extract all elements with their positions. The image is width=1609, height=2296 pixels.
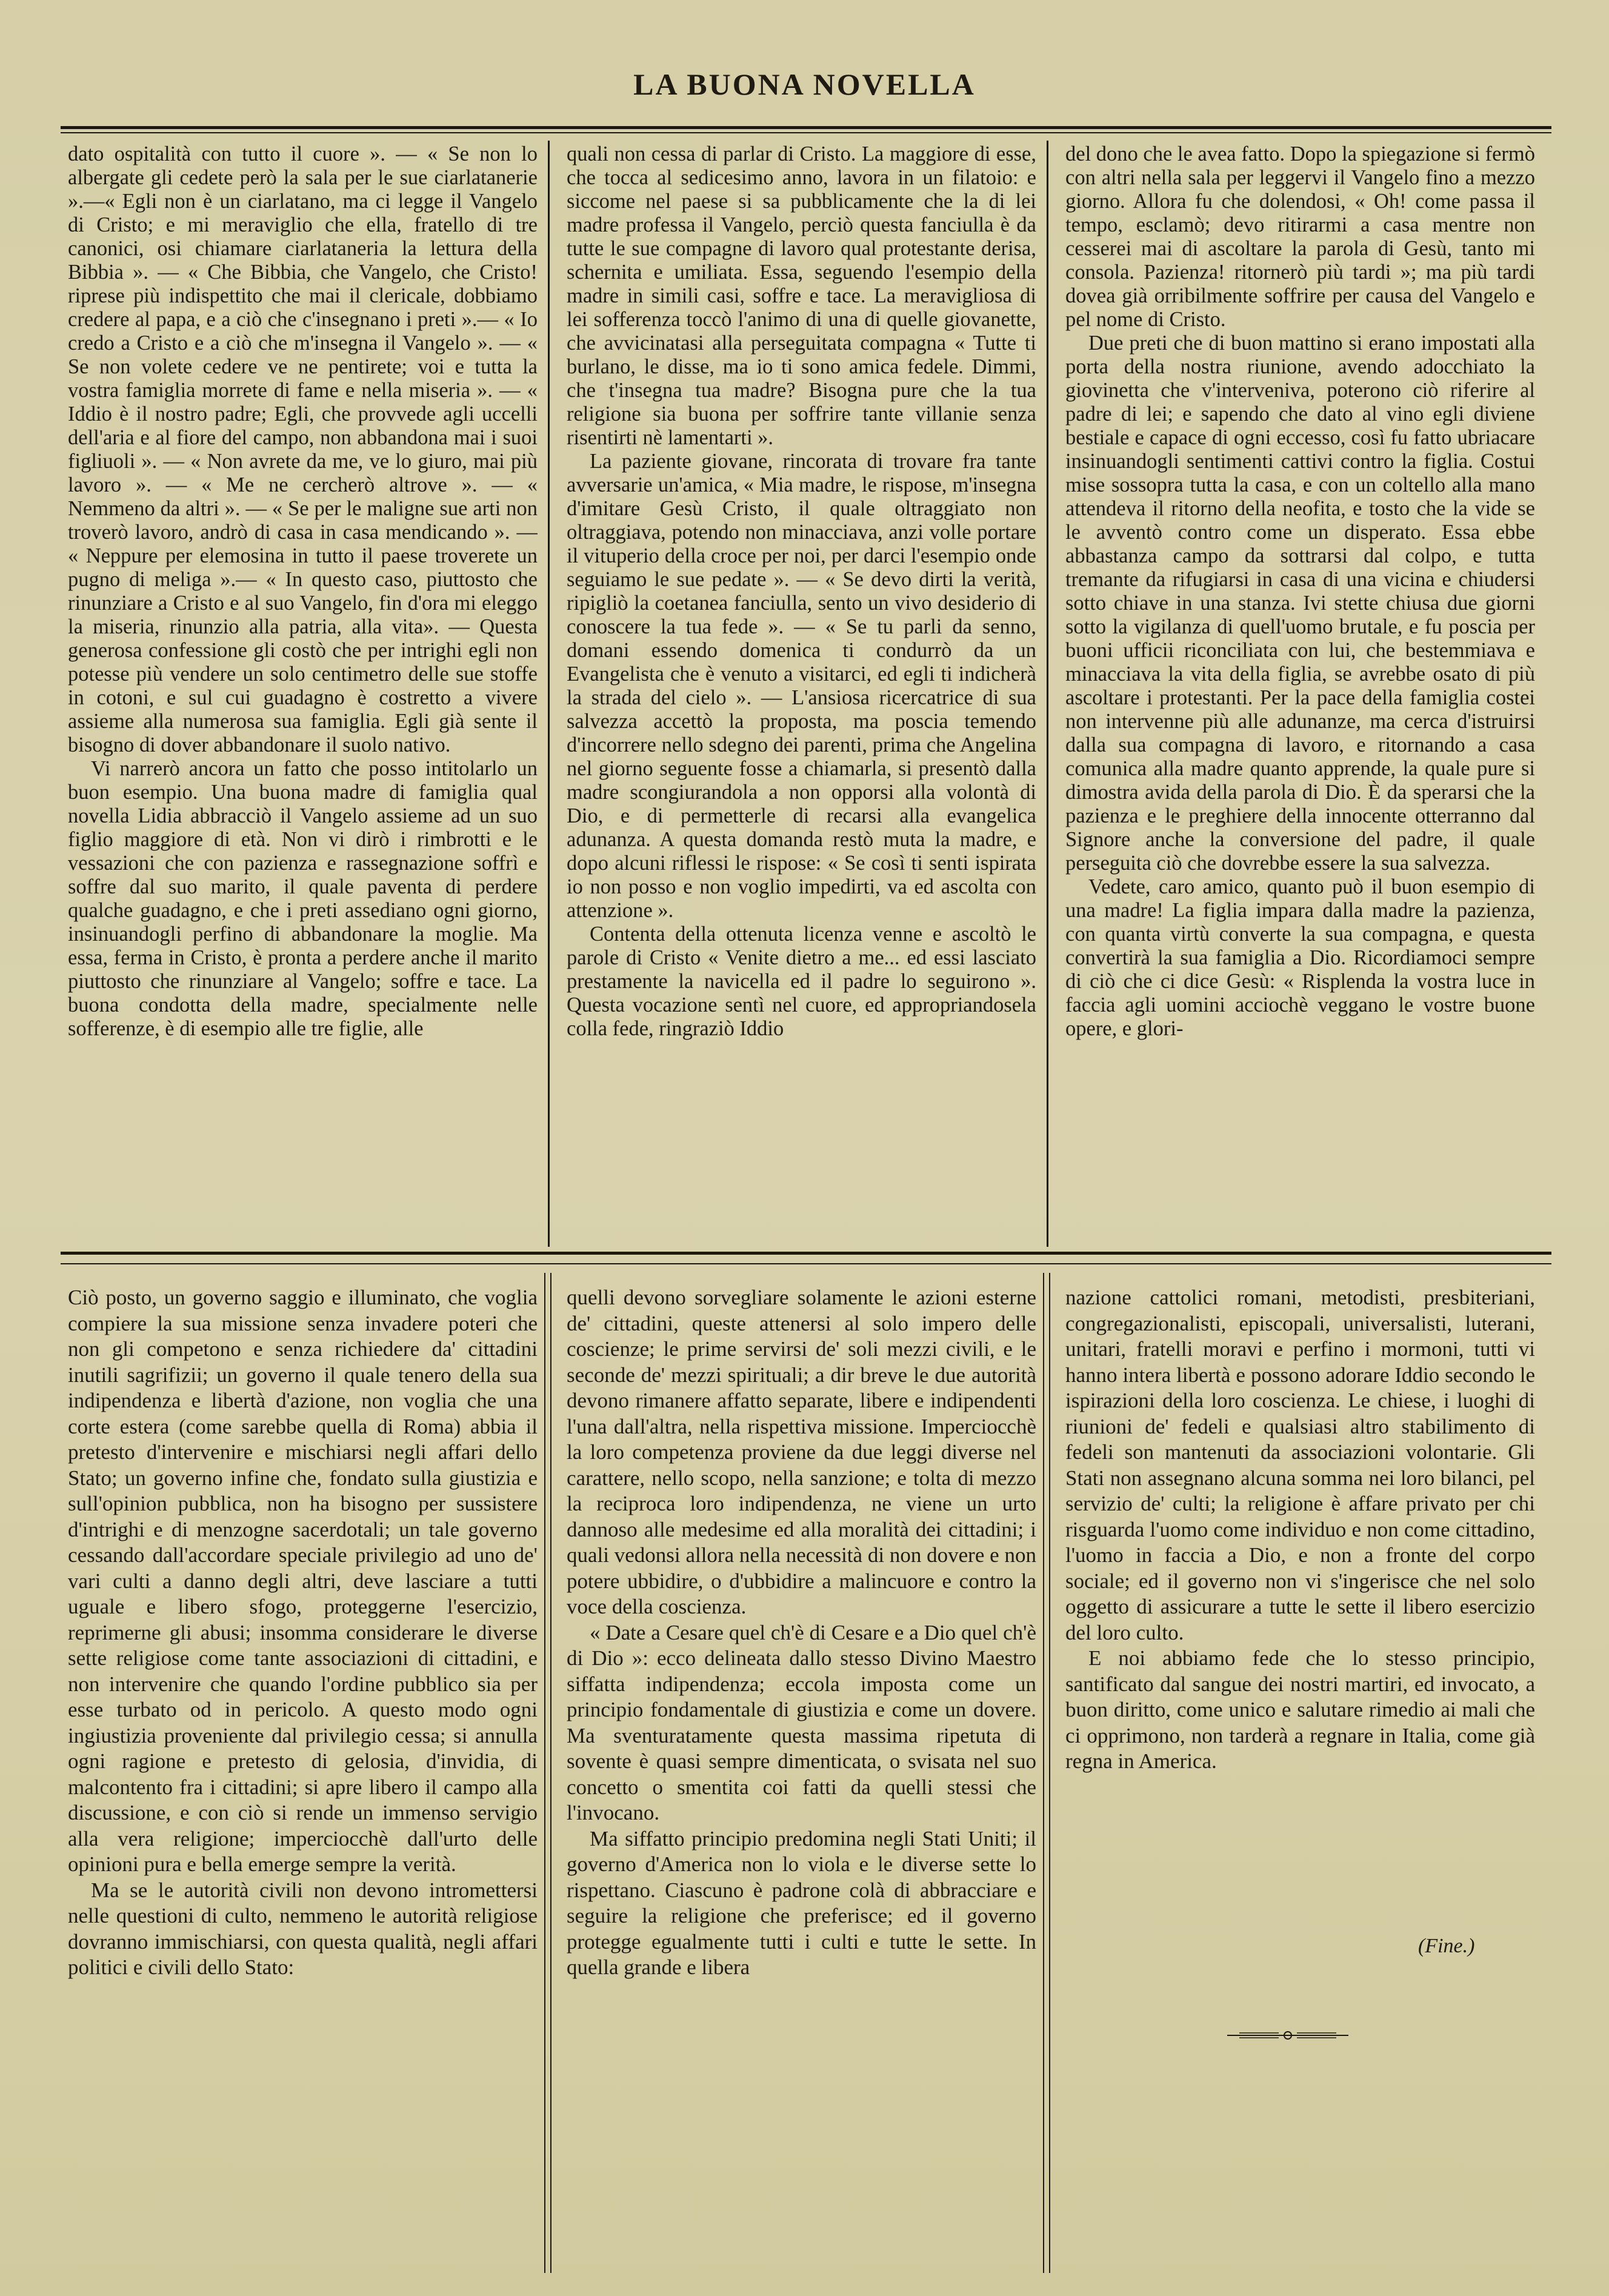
paragraph: nazione cattolici romani, metodisti, presbiteriani, congregazionalisti, episcopali, universalisti, luterani, unitari, fratelli moravi e perfino i mormoni, tutti vi hanno intera libertà e possono adorare Iddio secondo le ispirazioni della loro coscienza. Le chiese, i luoghi di riunioni de' fedeli e qualsiasi altro stabilimento di fedeli son mantenuti da associazioni volontarie. Gli Stati non assegnano alcuna somma nei loro bilanci, pel servizio de' culti; la religione è affare privato per chi risguarda l'uomo come individuo e non come cittadino, l'uomo in faccia a Dio, e non a fronte del corpo sociale; ed il governo non vi s'ingerisce che nel solo oggetto di assicurare a tutte le sette il libero esercizio del loro culto. bbox=[1065, 1286, 1535, 1644]
paragraph: dato ospitalità con tutto il cuore ». — « Se non lo albergate gli cedete però la sala per le sue ciarlatanerie ».—« Egli non è un ciarlatano, ma ci legge il Vangelo di Cristo; e mi meraviglio che ella, fratello di tre canonici, osi chiamare ciarlataneria la lettura della Bibbia ». — « Che Bibbia, che Vangelo, che Cristo! riprese più indispettito che mai il clericale, dobbiamo credere al papa, e a ciò che c'insegnano i preti ».— « Io credo a Cristo e a ciò che m'insegna il Vangelo ». — « Se non volete cedere ve ne pentirete; voi e tutta la vostra famiglia morrete di fame e nella miseria ». — « Iddio è il nostro padre; Egli, che provvede agli uccelli dell'aria e al fiore del campo, non abbandona mai i suoi figliuoli ». — « Non avrete da me, ve lo giuro, mai più lavoro ». — « Me ne cercherò altrove ». — « Nemmeno da altri ». — « Se per le maligne sue arti non troverò lavoro, andrò di casa in casa mendicando ». — « Neppure per elemosina in tutto il paese troverete un pugno di meliga ».— « In questo caso, piuttosto che rinunziare a Cristo e al suo Vangelo, fin d'ora mi eleggo la miseria, rinunzio alla patria, alla vita». — Questa generosa confessione gli costò che per intrighi egli non potesse più vendere un solo centimetro delle sue stoffe in cotoni, e sul cui guadagno è costretto a vivere assieme alla numerosa sua famiglia. Egli già sente il bisogno di dover abbandonare il suolo nativo. bbox=[68, 142, 538, 756]
paragraph: quali non cessa di parlar di Cristo. La maggiore di esse, che tocca al sedicesimo anno, lavora in un filatoio: e siccome nel paese si sa pubblicamente che la di lei madre professa il Vangelo, perciò questa fanciulla è da tutte le sue compagne di lavoro qual protestante derisa, schernita e umiliata. Essa, seguendo l'esempio della madre in simili casi, soffre e tace. La meravigliosa di lei sofferenza toccò l'animo di una di quelle giovanette, che avvicinatasi alla perseguitata compagna « Tutte ti burlano, le disse, ma io ti sono amica fedele. Dimmi, che t'insegna tua madre? Bisogna pure che la tua religione sia buona per soffrire tante villanie senza risentirti nè lamentarti ». bbox=[567, 142, 1036, 449]
bottom-column-1 bbox=[68, 1285, 538, 2279]
paragraph: Ma siffatto principio predomina negli Stati Uniti; il governo d'America non lo viola e le diverse sette lo rispettano. Ciascuno è padrone colà di abbracciare e seguire la religione che preferisce; ed il governo protegge egualmente tutti i culti e tutte le sette. In quella grande e libera bbox=[567, 1826, 1036, 1979]
paragraph: Due preti che di buon mattino si erano impostati alla porta della nostra riunione, avendo adocchiato la giovinetta che v'interveniva, poterono ciò riferire al padre di lei; e sapendo che dato al vino egli diviene bestiale e capace di ogni eccesso, così fu fatto ubriacare insinuandogli sentimenti cattivi contro la figlia. Costui mise sossopra tutta la casa, e con un coltello alla mano attendeva il ritorno della neofita, e tosto che la vide se le avventò contro come un disperato. Essa ebbe abbastanza campo da sottrarsi dal colpo, e tutta tremante da rifugiarsi in casa di una vicina e chiudersi sotto chiave in una stanza. Ivi stette chiusa due giorni sotto la vigilanza di quell'uomo brutale, e fu poscia per buoni ufficii riconciliata con lui, che bestemmiava e minacciava la vita della figlia, se avrebbe osato di più ascoltare i protestanti. Per la pace della famiglia costei non intervenne più alle adunanze, ma cerca d'istruirsi dalla sua compagna di lavoro, e ritornando a casa comunica alla madre quanto apprende, la quale pure si dimostra avida della parola di Dio. È da sperarsi che la pazienza e le preghiere della innocente otterranno dal Signore anche la conversione del padre, il quale perseguita ciò che dovrebbe essere la sua salvezza. bbox=[1065, 332, 1535, 875]
top-column-2 bbox=[567, 142, 1036, 1252]
paragraph: E noi abbiamo fede che lo stesso principio, santificato dal sangue dei nostri martiri, ed invocato, a buon diritto, come unico e salutare rimedio ai mali che ci opprimono, non tarderà a regnare in Italia, come già regna in America. bbox=[1065, 1646, 1535, 1773]
paragraph: La paziente giovane, rincorata di trovare fra tante avversarie un'amica, « Mia madre, le rispose, m'insegna d'imitare Gesù Cristo, il quale oltraggiato non oltraggiava, potendo non minacciava, anzi volle portare il vituperio della croce per noi, per darci l'esempio onde seguiamo le sue pedate ». — « Se devo dirti la verità, ripigliò la coetanea fanciulla, sento un vivo desiderio di conoscere la tua fede ». — « Se tu parli da senno, domani essendo domenica ti condurrò da un Evangelista che è venuto a visitarci, ed egli ti indicherà la strada del cielo ». — L'ansiosa ricercatrice di sua salvezza accettò la proposta, ma poscia temendo d'incorrere nello sdegno dei parenti, prima che Angelina nel giorno seguente fosse a chiamarla, si presentò dalla madre scongiurandola a non opporsi alla volontà di Dio, e di permetterle di recarsi alla evangelica adunanza. A questa domanda restò muta la madre, e dopo alcuni riflessi le rispose: « Se così ti senti ispirata io non posso e non voglio impedirti, va ed ascolta con attenzione ». bbox=[567, 450, 1036, 922]
paragraph: del dono che le avea fatto. Dopo la spiegazione si fermò con altri nella sala per leggervi il Vangelo fino a mezzo giorno. Allora fu che dolendosi, « Oh! come passa il tempo, esclamò; devo ritirarmi a casa mentre non cesserei mai di ascoltare la parola di Gesù, tanto mi consola. Pazienza! ritornerò più tardi »; ma più tardi dovea già orribilmente soffrire per causa del Vangelo e pel nome di Cristo. bbox=[1065, 142, 1535, 331]
bottom-column-2 bbox=[567, 1285, 1036, 2279]
header-rule-thin bbox=[61, 132, 1551, 133]
top-column-3 bbox=[1065, 142, 1535, 1252]
fleuron-ornament bbox=[1227, 2029, 1348, 2041]
top-column-1 bbox=[68, 142, 538, 1252]
bottom-column-3 bbox=[1065, 1285, 1535, 1927]
paragraph: quelli devono sorvegliare solamente le azioni esterne de' cittadini, queste attenersi al solo impero delle coscienze; le prime servirsi de' soli mezzi civili, e le seconde de' mezzi spirituali; a dir breve le due autorità devono rimanere affatto separate, libere e indipendenti l'una dall'altra, nella rispettiva missione. Imperciocchè la loro competenza proviene da due leggi diverse nel carattere, nello scopo, nella sanzione; e tolta di mezzo la reciproca loro indipendenza, ne viene un urto dannoso alle medesime ed alla moralità dei cittadini; i quali vedonsi allora nella necessità di non dovere e non potere ubbidire, o d'ubbidire a malincuore e contro la voce della coscienza. bbox=[567, 1286, 1036, 1618]
paragraph: Vedete, caro amico, quanto può il buon esempio di una madre! La figlia impara dalla madre la pazienza, con quanta virtù converte la sua compagna, e questa convertirà la sua famiglia a Dio. Ricordiamoci sempre di ciò che ci dice Gesù: « Risplenda la vostra luce in faccia agli uomini acciochè veggano le vostre buone opere, e glori- bbox=[1065, 875, 1535, 1040]
section-separator bbox=[61, 1252, 1551, 1264]
column-rule bbox=[544, 1273, 551, 2273]
masthead: LA BUONA NOVELLA bbox=[633, 67, 976, 101]
header-rule bbox=[61, 126, 1551, 129]
end-mark: (Fine.) bbox=[1418, 1935, 1475, 1957]
paragraph: « Date a Cesare quel ch'è di Cesare e a Dio quel ch'è di Dio »: ecco delineata dallo stesso Divino Maestro siffatta indipendenza; eccola imposta come un principio fondamentale di giustizia e come un dovere. Ma sventuratamente questa massima ripetuta di sovente è quasi sempre dimenticata, o svisata nel suo concetto o smentita coi fatti da quelli stessi che l'invocano. bbox=[567, 1620, 1036, 1824]
paragraph: Contenta della ottenuta licenza venne e ascoltò le parole di Cristo « Venite dietro a me... ed essi lasciato prestamente la navicella ed il padre lo seguirono ». Questa vocazione sentì nel cuore, ed appropriandosela colla fede, ringraziò Iddio bbox=[567, 923, 1036, 1040]
paragraph: Ciò posto, un governo saggio e illuminato, che voglia compiere la sua missione senza invadere poteri che non gli competono e senza richiedere da' cittadini inutili sagrifizii; un governo il quale tenero della sua indipendenza e libertà d'azione, non voglia che una corte estera (come sarebbe quella di Roma) abbia il pretesto d'intervenire e mischiarsi negli affari dello Stato; un governo infine che, fondato sulla giustizia e sull'opinion pubblica, non ha bisogno per sussistere d'intrighi e di menzogne sacerdotali; un tale governo cessando dall'accordare speciale privilegio ad uno de' vari culti a danno degli altri, deve lasciare a tutti uguale e libero sfogo, proteggerne l'esercizio, reprimerne gli abusi; insomma considerare le diverse sette religiose come tante associazioni di cittadini, e non intervenire che quando l'ordine pubblico sia per esse turbato od in pericolo. A questo modo ogni ingiustizia proveniente dal privilegio cessa; si annulla ogni ragione e pretesto di gelosia, d'invidia, di malcontento fra i cittadini; si apre libero il campo alla discussione, e con ciò si rende un immenso servigio alla vera religione; imperciocchè dall'urto delle opinioni pura e bella emerge sempre la verità. bbox=[68, 1286, 538, 1876]
paragraph: Ma se le autorità civili non devono intromettersi nelle questioni di culto, nemmeno le autorità religiose dovranno immischiarsi, con questa qualità, negli affari politici e civili dello Stato: bbox=[68, 1878, 538, 1979]
column-rule bbox=[1047, 141, 1048, 1247]
column-rule bbox=[1043, 1273, 1050, 2273]
column-rule bbox=[548, 141, 550, 1247]
paragraph: Vi narrerò ancora un fatto che posso intitolarlo un buon esempio. Una buona madre di famiglia qual novella Lidia abbracciò il Vangelo assieme ad un suo figlio maggiore di età. Non vi dirò i rimbrotti e le vessazioni che con pazienza e rassegnazione soffrì e soffre dal suo marito, il quale paventa di perdere qualche guadagno, e che i preti assediano ogni giorno, insinuandogli perfino di abbandonare la moglie. Ma essa, ferma in Cristo, è pronta a perdere anche il marito piuttosto che rinunziare al Vangelo; soffre e tace. La buona condotta della madre, specialmente nelle sofferenze, è di esempio alle tre figlie, alle bbox=[68, 757, 538, 1040]
